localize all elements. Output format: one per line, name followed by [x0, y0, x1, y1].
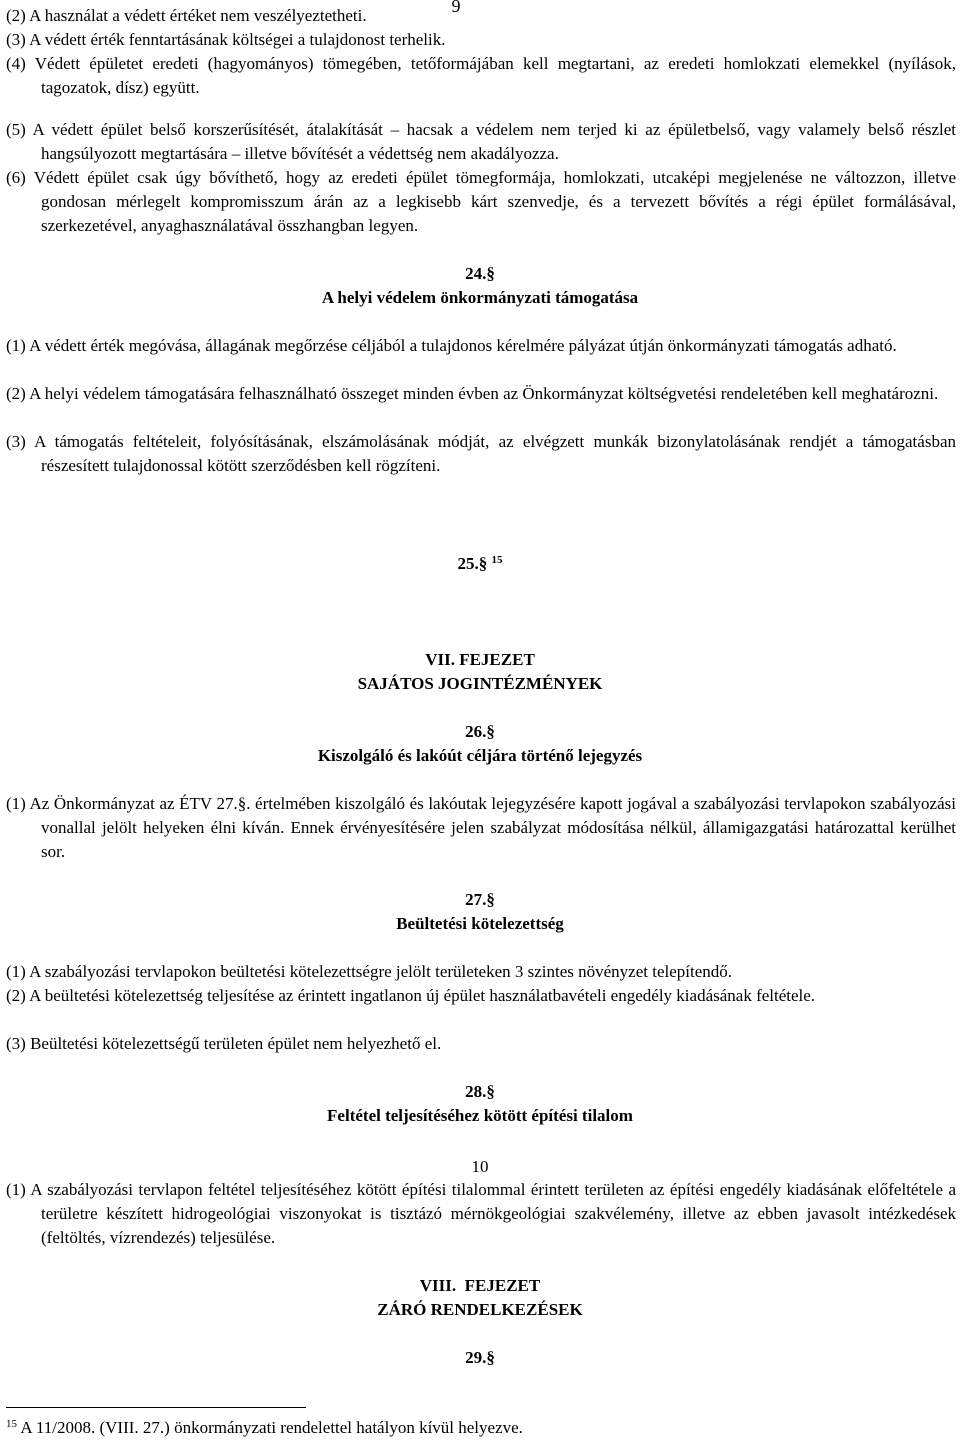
chapter-8-label: VIII. FEJEZET: [419, 1276, 541, 1295]
page-number-top: 9: [451, 0, 461, 16]
footnote: [6, 1416, 523, 1440]
section-27-number: [0, 888, 960, 912]
section-28-paragraph-1: (1) A szabályozási tervlapon feltétel teljesítéséhez kötött építési tilalommal érintett területen az építési engedély kiadásának előfeltétele a területre készített hidrogeológiai viszonyokat is tisztázó mérnökgeológiai szakvélemény, illetve az ebben javasolt intézkedések (feltöltés, vízrendezés) teljesülése.: [6, 1180, 956, 1247]
paragraph-3: (3) A védett érték fenntartásának költségei a tulajdonost terhelik.: [6, 30, 446, 49]
footnote-number: 15: [6, 1418, 17, 1430]
section-number: 25.: [457, 554, 479, 573]
section-24-number: [0, 262, 960, 286]
section-sign: §: [486, 1348, 495, 1367]
section-sign: §: [486, 1082, 495, 1101]
chapter-7-label: VII. FEJEZET: [425, 650, 535, 669]
section-25-number: [0, 552, 960, 576]
section-27-title: Beültetési kötelezettség: [396, 914, 564, 933]
section-sign: §: [486, 890, 495, 909]
section-number: 26.: [465, 722, 487, 741]
section-26-paragraph-1: (1) Az Önkormányzat az ÉTV 27.§. értelmében kiszolgáló és lakóutak lejegyzésére kapott jogával a szabályozási tervlapokon szabályozási vonallal jelölt helyeken élni kíván. Ennek érvényesítésére jelen szabályzat módosítása nélkül, államigazgatási határozattal kerülhet sor.: [6, 794, 956, 861]
section-24-title: A helyi védelem önkormányzati támogatása: [321, 288, 639, 307]
paragraph-2: (2) A használat a védett értéket nem veszélyeztetheti.: [6, 6, 367, 25]
section-27-paragraph-2: (2) A beültetési kötelezettség teljesítése az érintett ingatlanon új épület használatbavételi engedély kiadásának feltétele.: [6, 986, 816, 1005]
section-number: 29.: [465, 1348, 487, 1367]
footnote-divider: [6, 1407, 306, 1408]
chapter-7-title: SAJÁTOS JOGINTÉZMÉNYEK: [357, 674, 603, 693]
section-28-title: Feltétel teljesítéséhez kötött építési tilalom: [327, 1106, 633, 1125]
section-27-paragraph-1: (1) A szabályozási tervlapokon beültetési kötelezettségre jelölt területeken 3 szintes növényzet telepítendő.: [6, 962, 733, 981]
section-29-number: [0, 1346, 960, 1370]
paragraph-6: (6) Védett épület csak úgy bővíthető, hogy az eredeti épület tömegformája, homlokzati, utcaképi megjelenése ne változzon, illetve gondosan mérlegelt kompromisszum árán az a legkisebb kárt szenvedje, és a tervezett bővítés a régi épület formálásával, szerkezetével, anyaghasználatával összhangban legyen.: [6, 168, 956, 235]
paragraph-4: (4) Védett épületet eredeti (hagyományos) tömegében, tetőformájában kell megtartani, az eredeti homlokzati elemekkel (nyílások, tagozatok, dísz) együtt.: [6, 54, 956, 97]
section-sign: §: [486, 722, 495, 741]
section-27-paragraph-3: (3) Beültetési kötelezettségű területen épület nem helyezhető el.: [6, 1034, 442, 1053]
section-28-number: [0, 1080, 960, 1104]
section-number: 24.: [465, 264, 487, 283]
page-number-middle: 10: [471, 1157, 489, 1176]
section-24-paragraph-2: (2) A helyi védelem támogatására felhasználható összeget minden évben az Önkormányzat költségvetési rendeletében kell meghatározni.: [6, 384, 939, 403]
section-24-paragraph-3: (3) A támogatás feltételeit, folyósításának, elszámolásának módját, az elvégzett munkák bizonylatolásának rendjét a támogatásban részesített tulajdonossal kötött szerződésben kell rögzíteni.: [6, 432, 956, 475]
section-24-paragraph-1: (1) A védett érték megóvása, állagának megőrzése céljából a tulajdonos kérelmére pályázat útján önkormányzati támogatás adható.: [6, 336, 897, 355]
section-26-title: Kiszolgáló és lakóút céljára történő lejegyzés: [317, 746, 643, 765]
section-number: 27.: [465, 890, 487, 909]
section-26-number: [0, 720, 960, 744]
section-sign: §: [486, 264, 495, 283]
section-sign: §: [478, 554, 488, 573]
footnote-text: A 11/2008. (VIII. 27.) önkormányzati rendelettel hatályon kívül helyezve.: [20, 1418, 523, 1437]
chapter-8-title: ZÁRÓ RENDELKEZÉSEK: [377, 1300, 583, 1319]
paragraph-5: (5) A védett épület belső korszerűsítését, átalakítását – hacsak a védelem nem terjed ki az épületbelső, vagy valamely belső részlet hangsúlyozott megtartására – illetve bővítését a védettség nem akadályozza.: [6, 120, 956, 163]
footnote-ref: 15: [491, 554, 503, 566]
section-number: 28.: [465, 1082, 487, 1101]
